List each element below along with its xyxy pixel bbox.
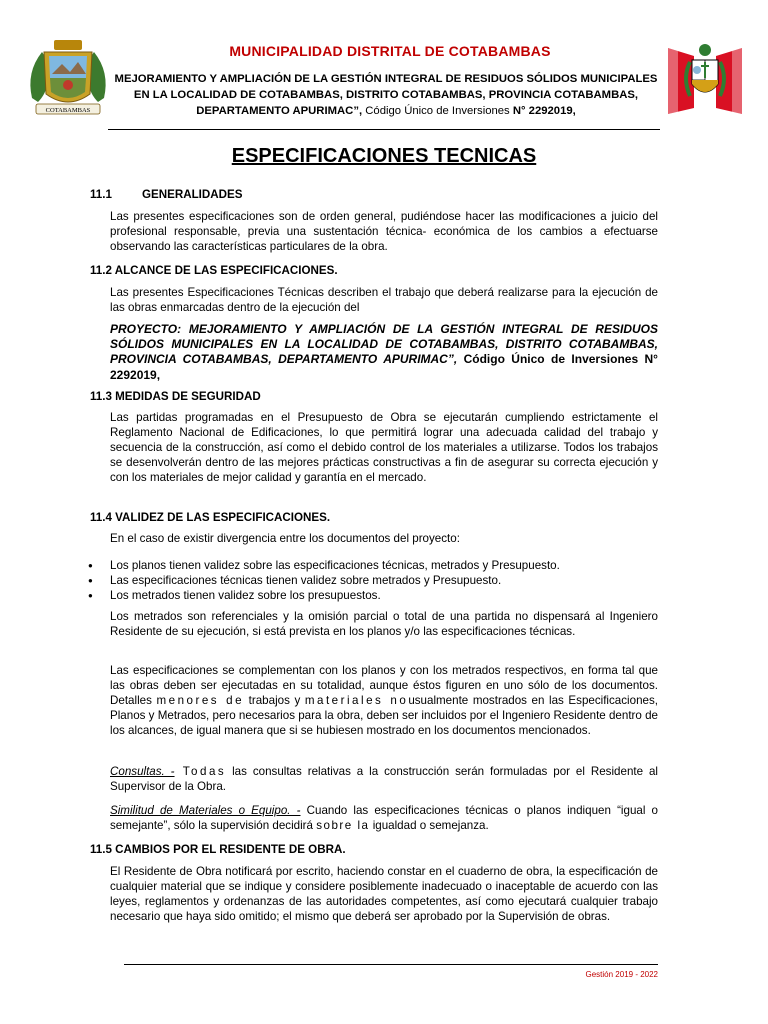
text-run: las consultas relativas a la construcción serán formuladas por el Residente al Supervisor de la Obra. — [110, 765, 658, 794]
paragraph-seguridad: Las partidas programadas en el Presupuesto de Obra se ejecutarán cumpliendo estrictamente el Reglamento Nacional de Edificaciones, lo que permitirá lograr una adecuada calidad del trabajo y secuencia de la construcción, así como el debido control de los materiales a utilizarse. Todos los trabajos se desenvolverán dentro de las mejores prácticas constructivas a fin de asegurar su correcta ejecución y con los materiales de mejor calidad y garantía en el mercado. — [110, 411, 658, 485]
consultas-label: Consultas. - — [110, 765, 175, 778]
text-run: materiales no — [304, 694, 409, 708]
project-statement-text: PROYECTO: MEJORAMIENTO Y AMPLIACIÓN DE LA GESTIÓN INTEGRAL DE RESIDUOS SÓLIDOS MUNICIPALES EN LA LOCALIDAD DE COTABAMBAS, DISTRITO COTABAMBAS, PROVINCIA COTABAMBAS, DEPARTAMENTO APURIMAC”, — [110, 322, 658, 367]
paragraph-metrados: Los metrados son referenciales y la omisión parcial o total de una partida no dispensará al Ingeniero Residente de su ejecución, si está prevista en los planos y/o las especificaciones técnicas. — [110, 610, 658, 639]
text-run: Todas — [174, 765, 227, 778]
section-number: 11.1 — [90, 188, 112, 201]
municipality-name: MUNICIPALIDAD DISTRITAL DE COTABAMBAS — [229, 43, 551, 59]
paragraph-consultas — [110, 764, 658, 794]
list-item: ● Los metrados tienen validez sobre los presupuestos. — [88, 588, 668, 603]
text-run: usualmente mostrados en las Especificaciones, Planos y Metrados, pero necesarios para la obra, deben ser incluidos por el Ingeniero Residente dentro de los alcances, de igual manera que si se hubiesen mostrado en los documentos mencionados. — [110, 694, 658, 738]
paragraph-generalidades: Las presentes especificaciones son de orden general, pudiéndose hacer las modificaciones a juicio del profesional responsable, previa una sustentación técnica- económica de los cambios a efectuarse observando las características particulares de la obra. — [110, 210, 658, 254]
list-item: ● Los planos tienen validez sobre las especificaciones técnicas, metrados y Presupuesto. — [88, 558, 668, 573]
paragraph-alcance: Las presentes Especificaciones Técnicas describen el trabajo que deberá realizarse para la ejecución de las obras enmarcadas dentro de la ejecución del — [110, 286, 658, 315]
section-heading-11-5: 11.5 CAMBIOS POR EL RESIDENTE DE OBRA. — [90, 843, 346, 856]
similitud-label: Similitud de Materiales o Equipo. - — [110, 804, 301, 817]
text-run: menores de — [156, 694, 245, 708]
project-statement-code: Código Único de Inversiones N° 2292019, — [110, 352, 658, 382]
logo-left-label: COTABAMBAS — [45, 107, 91, 114]
section-heading-11-4: 11.4 VALIDEZ DE LAS ESPECIFICACIONES. — [90, 511, 331, 524]
text-run: Cuando las especificaciones técnicas o planos indiquen “igual o semejante”, sólo la supervisión decidirá — [110, 804, 659, 833]
project-header — [112, 71, 660, 119]
project-code-value: N° 2292019, — [512, 105, 576, 117]
section-heading-11-2: 11.2 ALCANCE DE LAS ESPECIFICACIONES. — [90, 264, 338, 277]
footer-divider — [124, 964, 658, 965]
footer-text: Gestión 2019 - 2022 — [585, 970, 658, 979]
peru-coat-of-arms-logo — [664, 38, 746, 120]
text-run: sobre la — [316, 819, 370, 833]
validity-list — [88, 558, 668, 603]
project-statement — [110, 322, 658, 383]
project-header-title: MEJORAMIENTO Y AMPLIACIÓN DE LA GESTIÓN INTEGRAL DE RESIDUOS SÓLIDOS MUNICIPALES EN LA LOCALIDAD DE COTABAMBAS, DISTRITO COTABAMBAS, PROVINCIA COTABAMBAS, DEPARTAMENTO APURIMAC”, — [114, 73, 658, 117]
list-item: ● Las especificaciones técnicas tienen validez sobre metrados y Presupuesto. — [88, 573, 668, 588]
paragraph-similitud — [110, 803, 658, 833]
text-run: igualdad o semejanza. — [369, 819, 489, 833]
section-heading-11-1 — [90, 188, 243, 201]
cotabambas-emblem-logo — [22, 38, 114, 122]
paragraph-cambios: El Residente de Obra notificará por escrito, haciendo constar en el cuaderno de obra, la especificación de cualquier material que se indique y considere posiblemente inadecuado o inaceptable de acuerdo con las leyes, reglamentos y ordenanzas de las autoridades competentes, así como ejecutará cualquier trabajo necesario que haya sido omitido; el mismo que deberá ser aprobado por la Supervisión de obras. — [110, 865, 658, 924]
project-code-label: Código Único de Inversiones — [362, 105, 513, 117]
document-title: ESPECIFICACIONES TECNICAS — [231, 145, 537, 167]
text-run: trabajos y — [244, 694, 305, 708]
text-run: Las especificaciones se complementan con los planos y con los metrados respectivos, en forma tal que las obras deben ser ejecutadas en su totalidad, aunque éstos figuren en uno sólo de los documentos. Detalles — [110, 664, 658, 708]
section-title: GENERALIDADES — [142, 188, 243, 201]
paragraph-complementan — [110, 663, 658, 738]
header-divider — [108, 129, 660, 130]
section-heading-11-3: 11.3 MEDIDAS DE SEGURIDAD — [90, 390, 261, 403]
paragraph-validez-intro: En el caso de existir divergencia entre los documentos del proyecto: — [110, 532, 460, 545]
